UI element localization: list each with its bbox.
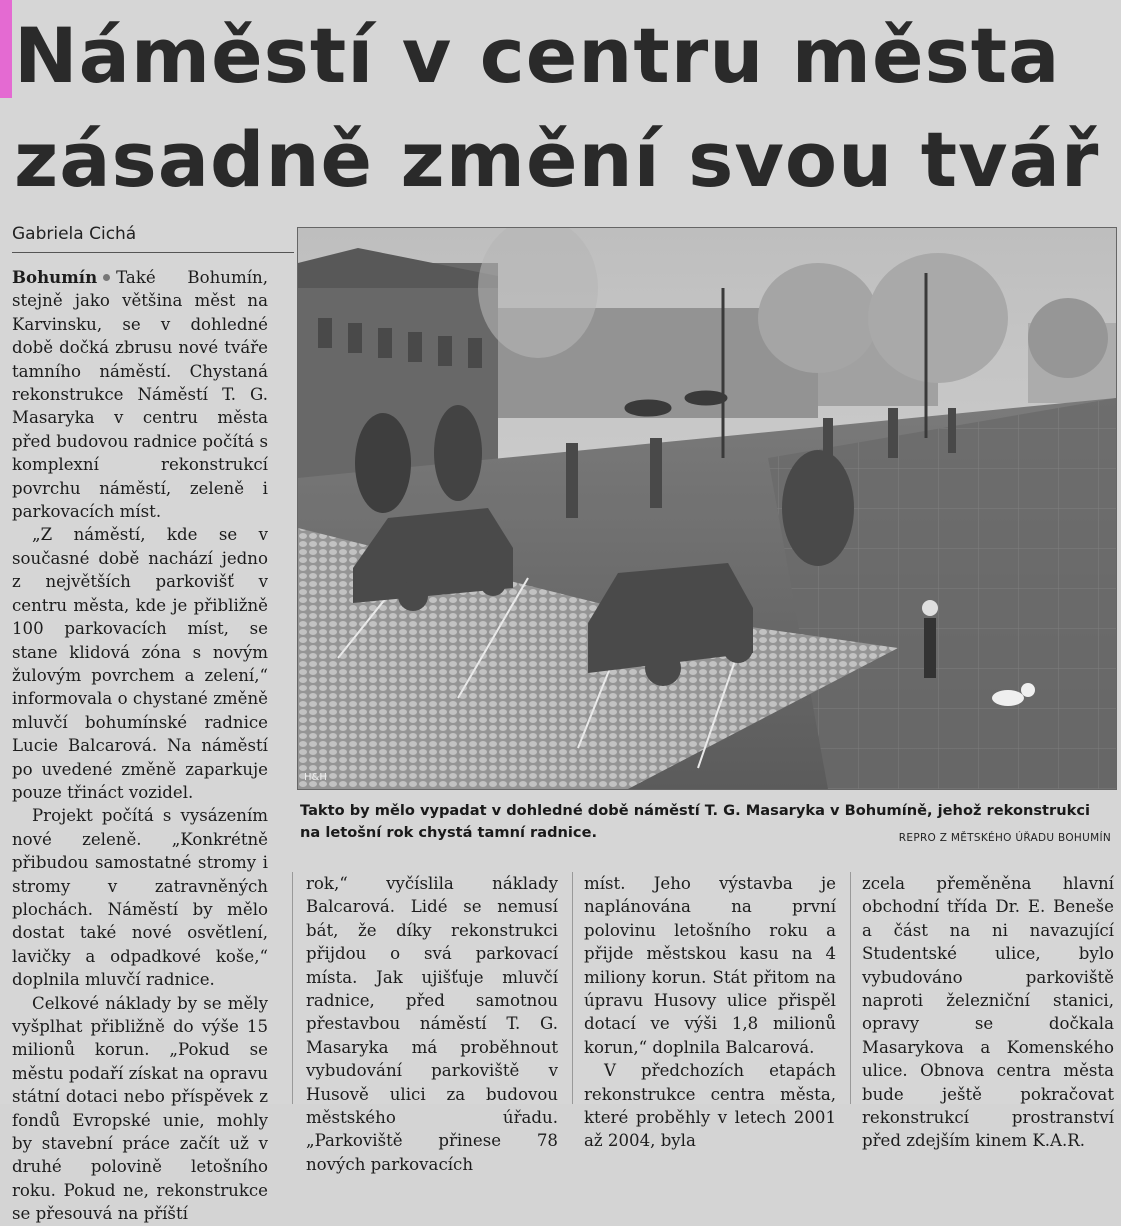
- paragraph: rok,“ vyčíslila náklady Balcarová. Lidé se nemusí bát, že díky rekonstrukci přijdou o svá parkovací místa. Jak ujišťuje mluvčí radnice, před samotnou přestavbou náměstí T. G. Masaryka má proběhnout vybudování parkoviště v Husově ulici za budovou městského úřadu. „Parkoviště přinese 78 nových parkovacích: [306, 874, 558, 1174]
- paragraph: Celkové náklady by se měly vyšplhat přibližně do výše 15 milionů korun. „Pokud se městu podaří získat na opravu státní dotaci nebo příspěvek z fondů Evropské unie, mohly by stavební práce začít už v druhé polovině letošního roku. Pokud ne, rekonstrukce se přesouvá na příští: [12, 993, 268, 1224]
- photo-source: REPRO Z MĚTSKÉHO ÚŘADU BOHUMÍN: [898, 832, 1111, 844]
- paragraph: míst. Jeho výstavba je naplánována na první polovinu letošního roku a přijde městskou kasu na 4 miliony korun. Stát přitom na úpravu Husovy ulice přispěl dotací ve výši 1,8 milionů korun,“ doplnila Balcarová.: [584, 874, 836, 1057]
- lead-town: Bohumín: [12, 267, 98, 287]
- paragraph: zcela přeměněna hlavní obchodní třída Dr. E. Beneše a část na ni navazující Studentské ulice, bylo vybudováno parkoviště naproti železniční stanici, opravy se dočkala Masarykova a Komenského ulice. Obnova centra města bude ještě pokračovat rekonstrukcí prostranství před zdejším kinem K.A.R.: [862, 874, 1114, 1151]
- paragraph: „Z náměstí, kde se v současné době nachází jedno z největších parkovišť v centru města, kde je přibližně 100 parkovacích míst, se stane klidová zóna s novým žulovým povrchem a zelení,“ informovala o chystané změně mluvčí bohumínské radnice Lucie Balcarová. Na náměstí po uvedené změně zaparkuje pouze třináct vozidel.: [12, 525, 268, 802]
- headline-line-1: Náměstí v centru města: [14, 11, 1061, 100]
- photo-illustration: [298, 228, 1116, 789]
- pink-edge-mark: [0, 0, 12, 98]
- column-divider: [572, 872, 573, 1104]
- author-byline: Gabriela Cichá: [12, 224, 137, 244]
- byline-rule: [12, 252, 294, 253]
- article-column-2: [306, 872, 558, 1176]
- article-column-4: [862, 872, 1114, 1153]
- square-visualization-photo: [297, 227, 1117, 790]
- column-divider: [850, 872, 851, 1104]
- paragraph: [12, 266, 268, 523]
- column-divider: [292, 872, 293, 1104]
- paragraph-text: Také Bohumín, stejně jako většina měst na Karvinsku, se v dohledné době dočká zbrusu nové tváře tamního náměstí. Chystaná rekonstrukce Náměstí T. G. Masaryka v centru města před budovou radnice počítá s komplexní rekonstrukcí povrchu náměstí, zeleně i parkovacích míst.: [12, 268, 268, 522]
- headline-line-2: zásadně změní svou tvář: [14, 115, 1100, 204]
- article-column-3: [584, 872, 836, 1153]
- article-column-1: [12, 266, 268, 1226]
- bullet-icon: [103, 274, 110, 281]
- paragraph: V předchozích etapách rekonstrukce centra města, které proběhly v letech 2001 až 2004, byla: [584, 1061, 836, 1151]
- photo-caption: Takto by mělo vypadat v dohledné době náměstí T. G. Masaryka v Bohumíně, jehož rekonstrukci na letošní rok chystá tamní radnice.: [300, 802, 1090, 841]
- headline: [14, 4, 1114, 212]
- paragraph: Projekt počítá s vysázením nové zeleně. „Konkrétně přibudou samostatné stromy i stromy v zatravněných plochách. Náměstí by mělo dostat také nové osvětlení, lavičky a odpadkové koše,“ doplnila mluvčí radnice.: [12, 806, 268, 990]
- photo-credit: H&H: [304, 772, 327, 783]
